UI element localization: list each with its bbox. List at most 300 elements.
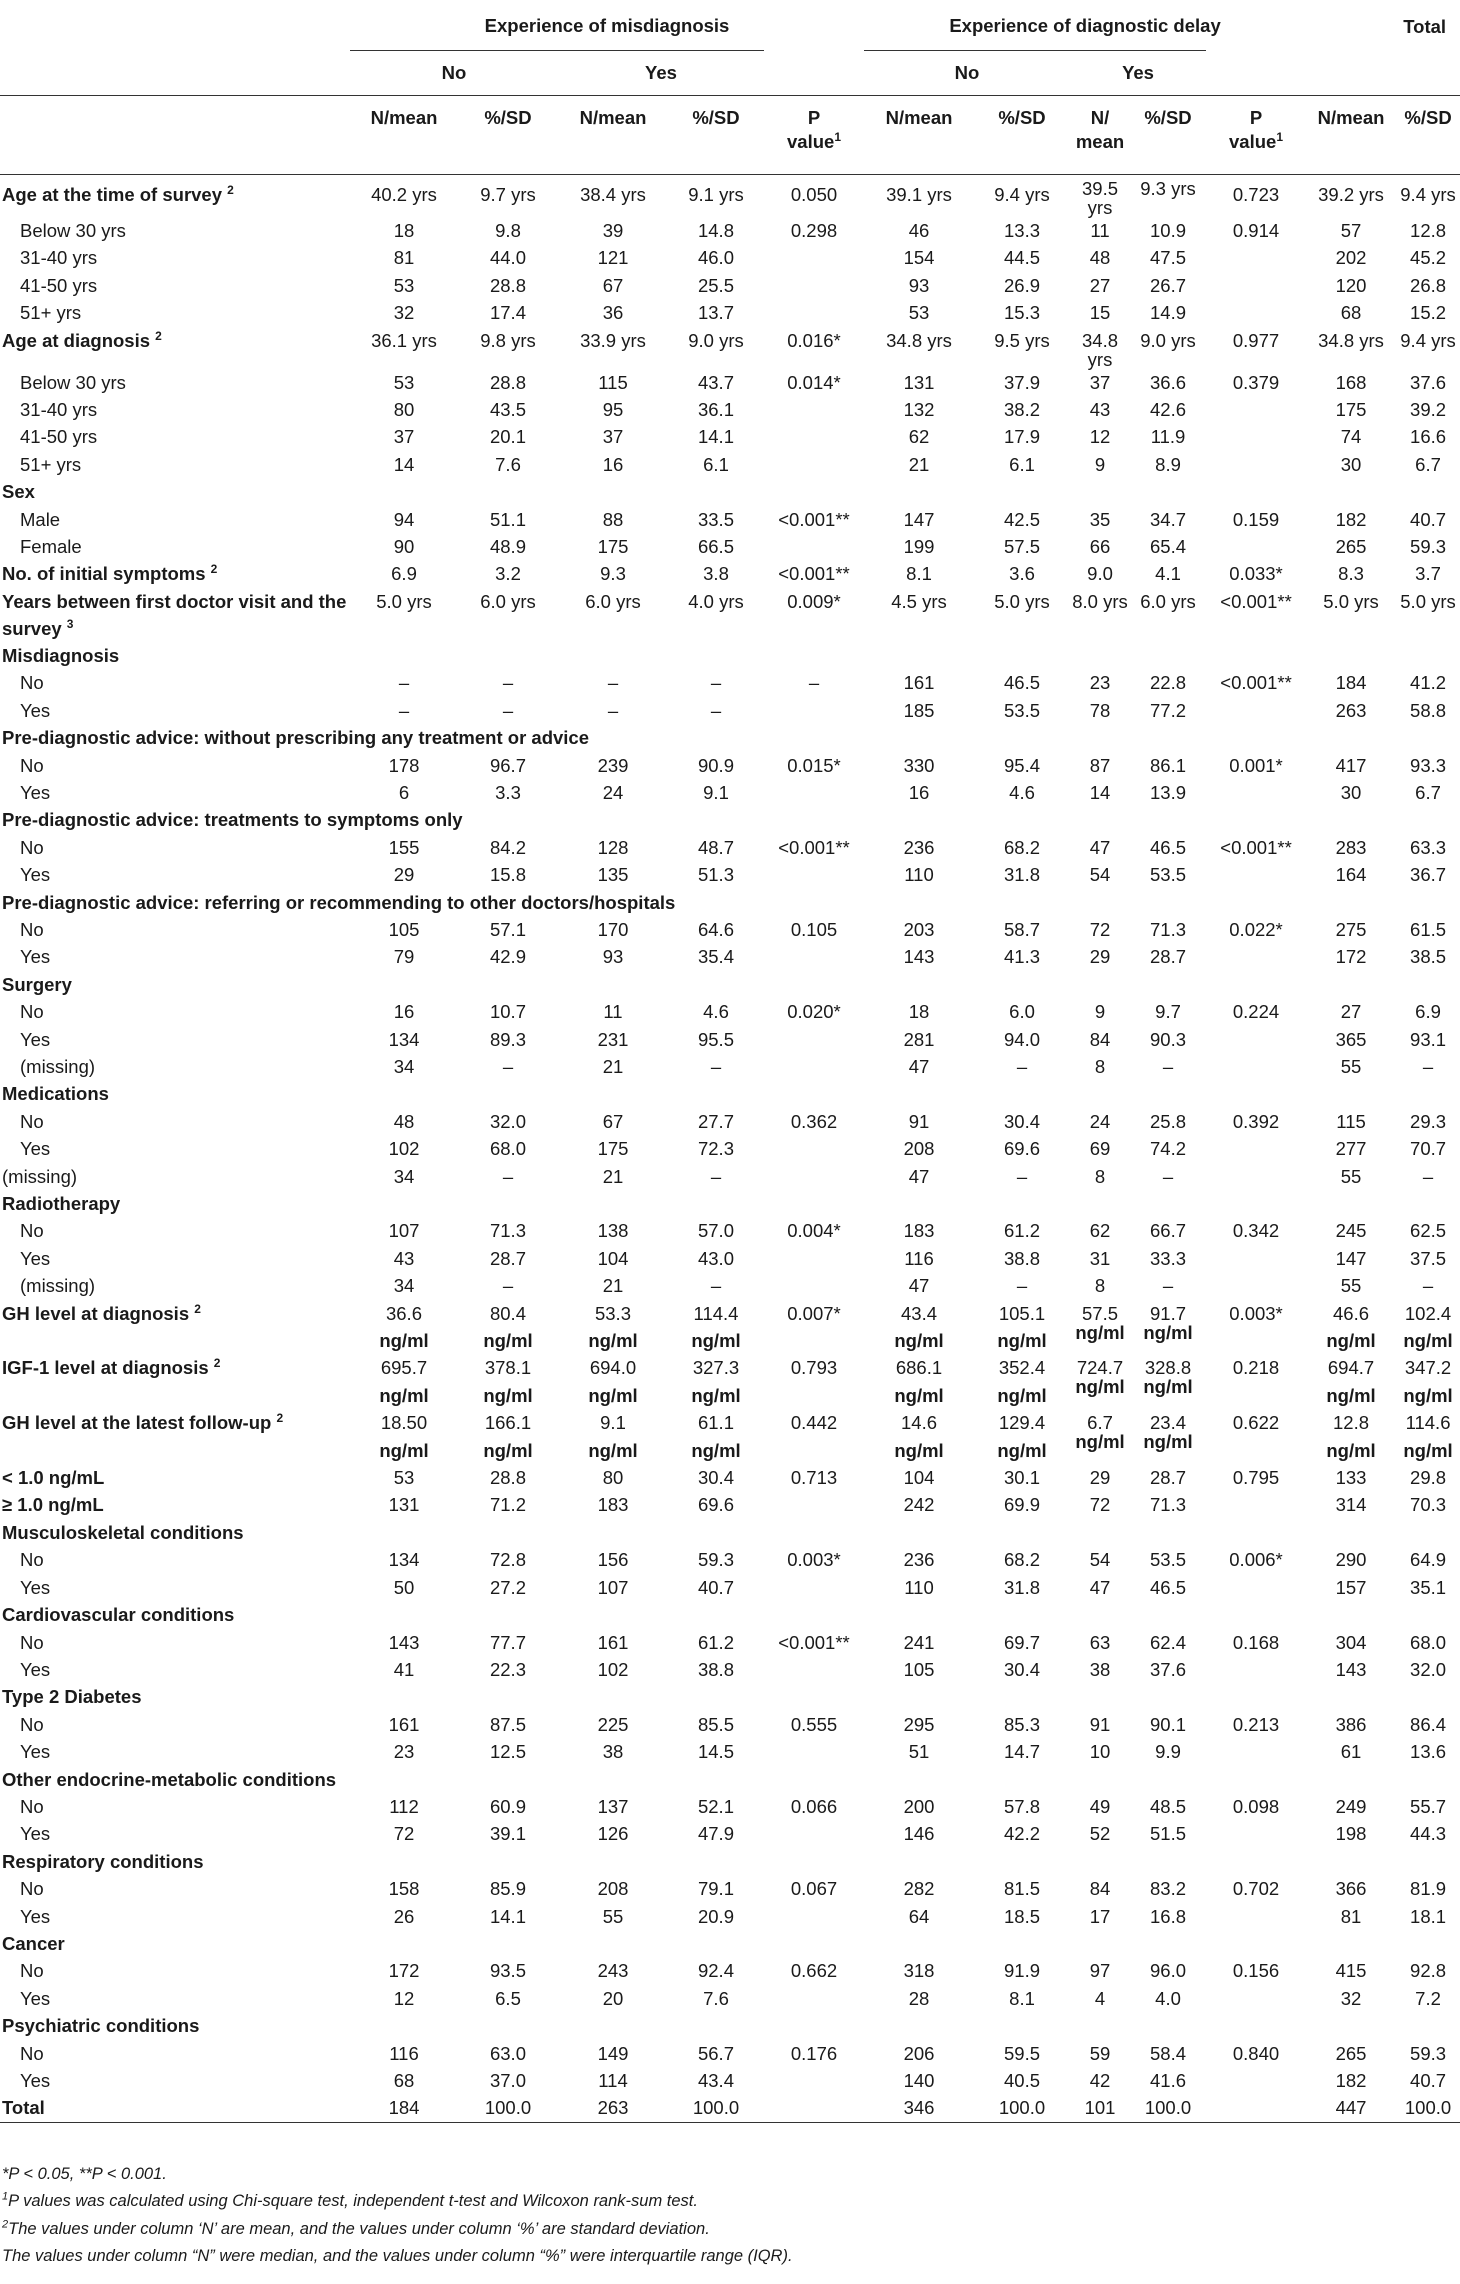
cell-value: 83.2: [1150, 1878, 1187, 1900]
table-cell: [350, 2067, 458, 2094]
cell-value: 94: [393, 508, 415, 530]
cell-value: 110: [904, 864, 934, 886]
table-cell: [1070, 1629, 1130, 1656]
table-cell: [1396, 971, 1460, 998]
cell-value: 4.6: [703, 1001, 729, 1023]
cell-value: 53: [393, 274, 415, 296]
cell-value: 9.7 yrs: [480, 184, 536, 205]
cell-value: 0.016*: [787, 329, 841, 351]
table-cell: [350, 478, 458, 505]
cell-value: 3.7: [1415, 563, 1441, 585]
table-cell: [974, 396, 1070, 423]
table-row: [0, 533, 1460, 560]
table-cell: [350, 1683, 458, 1710]
table-cell: [764, 1683, 864, 1710]
cell-value: 18.1: [1410, 1905, 1447, 1927]
table-cell: [974, 806, 1070, 833]
cell-value: 157: [1335, 1576, 1367, 1598]
cell-value: 9.0 yrs: [688, 329, 744, 351]
cell-value: 140: [903, 2070, 935, 2091]
cell-value: 45.2: [1410, 247, 1447, 269]
row-label: [0, 1354, 350, 1409]
table-cell: [974, 1766, 1070, 1793]
table-cell: [864, 1053, 974, 1080]
table-cell: [1130, 1875, 1206, 1902]
table-cell: [458, 369, 558, 396]
table-row: [0, 1354, 1460, 1409]
cell-value: 62.5: [1410, 1220, 1447, 1242]
table-cell: [764, 2012, 864, 2039]
cell-value: –: [710, 1055, 722, 1077]
table-cell: [1396, 1793, 1460, 1820]
row-label-sup: 3: [66, 616, 74, 631]
table-cell: [558, 1903, 668, 1930]
table-cell: [1396, 1053, 1460, 1080]
table-cell: [458, 1957, 558, 1984]
table-cell: [1206, 244, 1306, 271]
table-cell: [458, 1464, 558, 1491]
table-cell: [764, 1409, 864, 1464]
table-cell: [668, 1601, 764, 1628]
table-cell: [1130, 451, 1206, 478]
cell-value: 0.050: [790, 184, 838, 205]
table-cell: [558, 1711, 668, 1738]
table-cell: [668, 2040, 764, 2067]
table-cell: [1306, 834, 1396, 861]
table-cell: [350, 752, 458, 779]
cell-value: 11: [603, 1001, 623, 1023]
header-blank-3: [764, 51, 864, 96]
table-cell: [558, 752, 668, 779]
row-label-text: ≥ 1.0 ng/mL: [2, 1494, 104, 1516]
cell-value: 55: [1340, 1165, 1362, 1187]
cell-value: 116: [904, 1247, 934, 1269]
cell-value: 14.5: [697, 1741, 734, 1763]
cell-unit: ng/ml: [588, 1330, 638, 1352]
table-cell: [1206, 724, 1306, 751]
table-cell: [1070, 1300, 1130, 1355]
table-cell: [668, 1272, 764, 1299]
table-cell: [558, 2094, 668, 2122]
row-label: [0, 1409, 350, 1464]
cell-value: 28.7: [489, 1247, 526, 1269]
col-p-sup-2: 1: [1276, 129, 1284, 144]
table-cell: [1206, 1546, 1306, 1573]
cell-value: 43: [1089, 399, 1111, 421]
table-cell: [1306, 396, 1396, 423]
table-cell: [1070, 1793, 1130, 1820]
table-cell: [350, 1272, 458, 1299]
cell-value: 14.6: [901, 1412, 938, 1434]
row-label-text: No: [20, 1878, 44, 1900]
row-label-text: Age at diagnosis: [2, 329, 151, 351]
table-cell: [558, 1163, 668, 1190]
table-cell: [974, 1190, 1070, 1217]
cell-value: 24: [602, 781, 624, 803]
cell-value: 38: [1089, 1658, 1111, 1680]
cell-value: 115: [1336, 1110, 1366, 1132]
table-cell: [668, 175, 764, 218]
table-cell: [1306, 369, 1396, 396]
table-cell: [974, 1491, 1070, 1518]
table-cell: [558, 697, 668, 724]
cell-value: 0.702: [1232, 1878, 1280, 1900]
table-cell: [1396, 861, 1460, 888]
row-label: [0, 724, 590, 751]
cell-value: 164: [1335, 864, 1367, 886]
table-cell: [668, 451, 764, 478]
table-row: [0, 1656, 1460, 1683]
cell-value: 62: [908, 426, 930, 448]
row-label: [0, 1629, 350, 1656]
cell-value: 241: [903, 1631, 935, 1653]
table-cell: [1070, 327, 1130, 369]
table-cell: [558, 1272, 668, 1299]
table-cell: [764, 1190, 864, 1217]
table-cell: [764, 506, 864, 533]
table-cell: [1396, 1601, 1460, 1628]
table-cell: [668, 1108, 764, 1135]
cell-value: 0.555: [790, 1713, 838, 1735]
row-label: [0, 1546, 350, 1573]
cell-value: 158: [388, 1878, 420, 1900]
table-cell: [1396, 1766, 1460, 1793]
table-cell: [1070, 669, 1130, 696]
cell-value: 35: [1089, 508, 1111, 530]
table-cell: [974, 478, 1070, 505]
table-cell: [864, 1300, 974, 1355]
cell-value: 694.0: [589, 1357, 637, 1379]
table-cell: [1306, 175, 1396, 218]
row-label-text: Respiratory conditions: [2, 1850, 204, 1872]
cell-value: 143: [1335, 1658, 1367, 1680]
row-label-text: Yes: [20, 699, 51, 721]
table-cell: [1130, 1546, 1206, 1573]
header-misdiag-yes: [558, 51, 764, 96]
cell-value: 84: [1089, 1878, 1111, 1900]
cell-value: 202: [1335, 247, 1367, 269]
cell-value: 0.362: [790, 1110, 838, 1132]
table-cell: [864, 1108, 974, 1135]
table-cell: [1396, 2094, 1460, 2122]
table-row: [0, 2094, 1460, 2122]
table-cell: [764, 697, 864, 724]
table-cell: [458, 1108, 558, 1135]
table-cell: [1070, 299, 1130, 326]
row-label-text: Below 30 yrs: [20, 220, 126, 241]
cell-value: 9.3: [600, 563, 626, 585]
cell-value: 21: [602, 1165, 624, 1187]
table-cell: [1206, 533, 1306, 560]
table-cell: [350, 1793, 458, 1820]
table-cell: [1306, 1656, 1396, 1683]
table-cell: [1396, 1957, 1460, 1984]
table-cell: [350, 642, 458, 669]
table-cell: [1070, 1930, 1130, 1957]
group-total-label: Total: [1403, 15, 1447, 37]
table-cell: [668, 1875, 764, 1902]
row-label: [0, 1245, 350, 1272]
cell-value: 328.8: [1144, 1357, 1192, 1379]
col-value-label: value: [787, 131, 835, 152]
cell-value: 9.4 yrs: [1400, 329, 1456, 351]
cell-value: 97: [1089, 1960, 1111, 1982]
cell-value: 71.3: [1150, 918, 1187, 940]
cell-value: 327.3: [692, 1357, 740, 1379]
cell-value: 23: [393, 1741, 415, 1763]
cell-value: 27.7: [697, 1110, 734, 1132]
table-cell: [458, 1820, 558, 1847]
table-row: [0, 2067, 1460, 2094]
table-cell: [1130, 1245, 1206, 1272]
table-cell: [974, 1354, 1070, 1409]
cell-value: 183: [597, 1494, 629, 1516]
table-cell: [974, 1546, 1070, 1573]
header-group-total: [1306, 0, 1460, 51]
table-cell: [764, 1738, 864, 1765]
table-cell: [558, 396, 668, 423]
table-cell: [974, 752, 1070, 779]
table-cell: [1070, 971, 1130, 998]
table-cell: [1130, 1848, 1206, 1875]
table-cell: [668, 1135, 764, 1162]
table-cell: [1206, 1190, 1306, 1217]
table-cell: [974, 1519, 1070, 1546]
cell-value: –: [398, 699, 410, 721]
table-cell: [1306, 1957, 1396, 1984]
cell-value: 20: [602, 1987, 624, 2009]
table-cell: [668, 1053, 764, 1080]
cell-value: 68: [393, 2070, 415, 2091]
cell-value: 0.020*: [787, 1001, 841, 1023]
row-label: [0, 1985, 350, 2012]
table-cell: [974, 779, 1070, 806]
table-cell: [1396, 2067, 1460, 2094]
cell-unit: ng/ml: [1326, 1439, 1376, 1461]
cell-value: 101: [1084, 2097, 1116, 2119]
table-row: [0, 369, 1460, 396]
table-cell: [1130, 998, 1206, 1025]
table-row: [0, 752, 1460, 779]
table-cell: [864, 451, 974, 478]
col-mean: mean: [1075, 131, 1125, 152]
table-cell: [668, 1163, 764, 1190]
cell-value: 35.4: [697, 946, 734, 968]
col-p-label: P: [807, 107, 821, 128]
cell-value: 70.3: [1410, 1494, 1447, 1516]
table-cell: [764, 806, 864, 833]
table-cell: [558, 175, 668, 218]
cell-value: 71.3: [1150, 1494, 1187, 1516]
table-cell: [1206, 217, 1306, 244]
table-cell: [974, 1574, 1070, 1601]
table-cell: [350, 1766, 458, 1793]
table-cell: [974, 1738, 1070, 1765]
cell-value: –: [1422, 1165, 1434, 1187]
table-cell: [1396, 1135, 1460, 1162]
cell-value: 85.3: [1004, 1713, 1041, 1735]
table-cell: [558, 1738, 668, 1765]
table-cell: [458, 1163, 558, 1190]
table-cell: [864, 533, 974, 560]
table-cell: [558, 1656, 668, 1683]
table-row: [0, 1163, 1460, 1190]
table-cell: [1206, 1601, 1306, 1628]
row-label-sup: 2: [276, 1411, 284, 1426]
col-misdiag-p: [764, 96, 864, 175]
cell-value: 0.006*: [1229, 1549, 1283, 1571]
table-cell: [558, 2067, 668, 2094]
cell-value: 51.3: [697, 864, 734, 886]
table-cell: [864, 369, 974, 396]
table-row: [0, 1985, 1460, 2012]
table-cell: [1206, 1080, 1306, 1107]
cell-value: 55: [1340, 1275, 1362, 1297]
cell-value: 36: [602, 302, 624, 324]
table-cell: [1070, 724, 1130, 751]
table-cell: [350, 998, 458, 1025]
cell-value: 40.5: [1004, 2070, 1041, 2091]
table-cell: [1130, 533, 1206, 560]
cell-value: 0.009*: [787, 590, 841, 612]
cell-value: 133: [1335, 1467, 1367, 1489]
cell-value: 72.8: [489, 1549, 526, 1571]
table-cell: [1130, 1217, 1206, 1244]
cell-value: 21: [908, 453, 930, 475]
table-cell: [668, 779, 764, 806]
cell-value: 6.0 yrs: [480, 590, 536, 612]
table-cell: [1070, 1903, 1130, 1930]
table-cell: [974, 971, 1070, 998]
table-cell: [1306, 916, 1396, 943]
table-cell: [864, 1656, 974, 1683]
table-cell: [1306, 697, 1396, 724]
cell-value: 0.218: [1232, 1357, 1280, 1379]
cell-value: 38.8: [1004, 1247, 1041, 1269]
table-cell: [668, 560, 764, 587]
table-cell: [1306, 588, 1396, 642]
cell-value: 43.4: [697, 2070, 734, 2091]
cell-value: –: [710, 699, 722, 721]
table-cell: [864, 1629, 974, 1656]
cell-value: 57.1: [489, 918, 526, 940]
table-footnotes: [2, 2161, 1452, 2271]
cell-unit: ng/ml: [1403, 1384, 1453, 1406]
cell-value: 36.7: [1410, 864, 1447, 886]
cell-value: 131: [903, 371, 935, 393]
col-value-label-2: value: [1229, 131, 1277, 152]
table-cell: [974, 1108, 1070, 1135]
cell-value: 100.0: [1144, 2097, 1192, 2119]
cell-value: 265: [1335, 536, 1367, 558]
table-cell: [1130, 669, 1206, 696]
table-cell: [668, 943, 764, 970]
table-cell: [864, 1546, 974, 1573]
cell-value: 9.4 yrs: [1400, 184, 1456, 205]
table-row: [0, 1080, 1460, 1107]
footnote-mean-sd-text: The values under column ‘N’ are mean, and the values under column ‘%’ are standard deviation.: [8, 2219, 710, 2238]
table-cell: [350, 451, 458, 478]
table-cell: [1396, 916, 1460, 943]
table-cell: [1206, 1711, 1306, 1738]
col-p-label-2: P: [1249, 107, 1263, 128]
table-cell: [1396, 943, 1460, 970]
cell-value: 129.4: [998, 1412, 1046, 1434]
cell-value: 37: [602, 426, 624, 448]
table-cell: [764, 1930, 864, 1957]
table-cell: [558, 1601, 668, 1628]
table-cell: [558, 217, 668, 244]
table-cell: [350, 533, 458, 560]
table-cell: [974, 369, 1070, 396]
table-cell: [350, 299, 458, 326]
table-cell: [668, 588, 764, 642]
table-cell: [864, 1903, 974, 1930]
table-cell: [558, 1957, 668, 1984]
cell-value: 68: [1340, 302, 1362, 324]
row-label-text: 31-40 yrs: [20, 399, 98, 421]
cell-value: 93: [908, 274, 930, 296]
table-cell: [974, 1053, 1070, 1080]
cell-value: 38.8: [697, 1658, 734, 1680]
row-label-text: Radiotherapy: [2, 1193, 121, 1214]
table-cell: [1396, 1272, 1460, 1299]
cell-value: 66: [1089, 536, 1111, 558]
cell-value: 0.001*: [1229, 754, 1283, 776]
row-label-text: 51+ yrs: [20, 302, 82, 324]
cell-value: 47.5: [1150, 247, 1187, 269]
cell-value: 11: [1090, 220, 1110, 241]
cell-value: 314: [1335, 1494, 1367, 1516]
cell-value: 9.4 yrs: [994, 184, 1050, 205]
cell-value: 352.4: [998, 1357, 1046, 1379]
table-cell: [974, 1820, 1070, 1847]
group-delay-label: Experience of diagnostic delay: [949, 15, 1221, 37]
table-cell: [1130, 1464, 1206, 1491]
table-cell: [1070, 1683, 1130, 1710]
table-cell: [764, 423, 864, 450]
table-row: [0, 1629, 1460, 1656]
cell-value: 114.6: [1405, 1412, 1451, 1434]
table-cell: [1070, 1875, 1130, 1902]
cell-value: 86.4: [1410, 1713, 1447, 1735]
table-cell: [1396, 272, 1460, 299]
table-cell: [1306, 1300, 1396, 1355]
table-cell: [1130, 1683, 1206, 1710]
table-cell: [864, 1491, 974, 1518]
row-label: [0, 2094, 350, 2122]
table-cell: [764, 1903, 864, 1930]
cell-value: 184: [1335, 672, 1367, 694]
cell-value: 9.8: [495, 220, 521, 241]
table-cell: [1070, 779, 1130, 806]
table-cell: [1206, 1903, 1306, 1930]
cell-value: 81.9: [1410, 1878, 1447, 1900]
cell-value: 28.7: [1150, 1467, 1187, 1489]
cell-value: 9: [1094, 453, 1106, 475]
table-cell: [1130, 1300, 1206, 1355]
table-cell: [668, 533, 764, 560]
table-cell: [1130, 1930, 1206, 1957]
table-cell: [764, 669, 864, 696]
table-cell: [974, 1875, 1070, 1902]
table-cell: [974, 1135, 1070, 1162]
row-label-text: Type 2 Diabetes: [2, 1686, 142, 1708]
header-delay-yes: [1070, 51, 1206, 96]
table-cell: [458, 1546, 558, 1573]
table-cell: [1306, 1848, 1396, 1875]
table-cell: [350, 861, 458, 888]
